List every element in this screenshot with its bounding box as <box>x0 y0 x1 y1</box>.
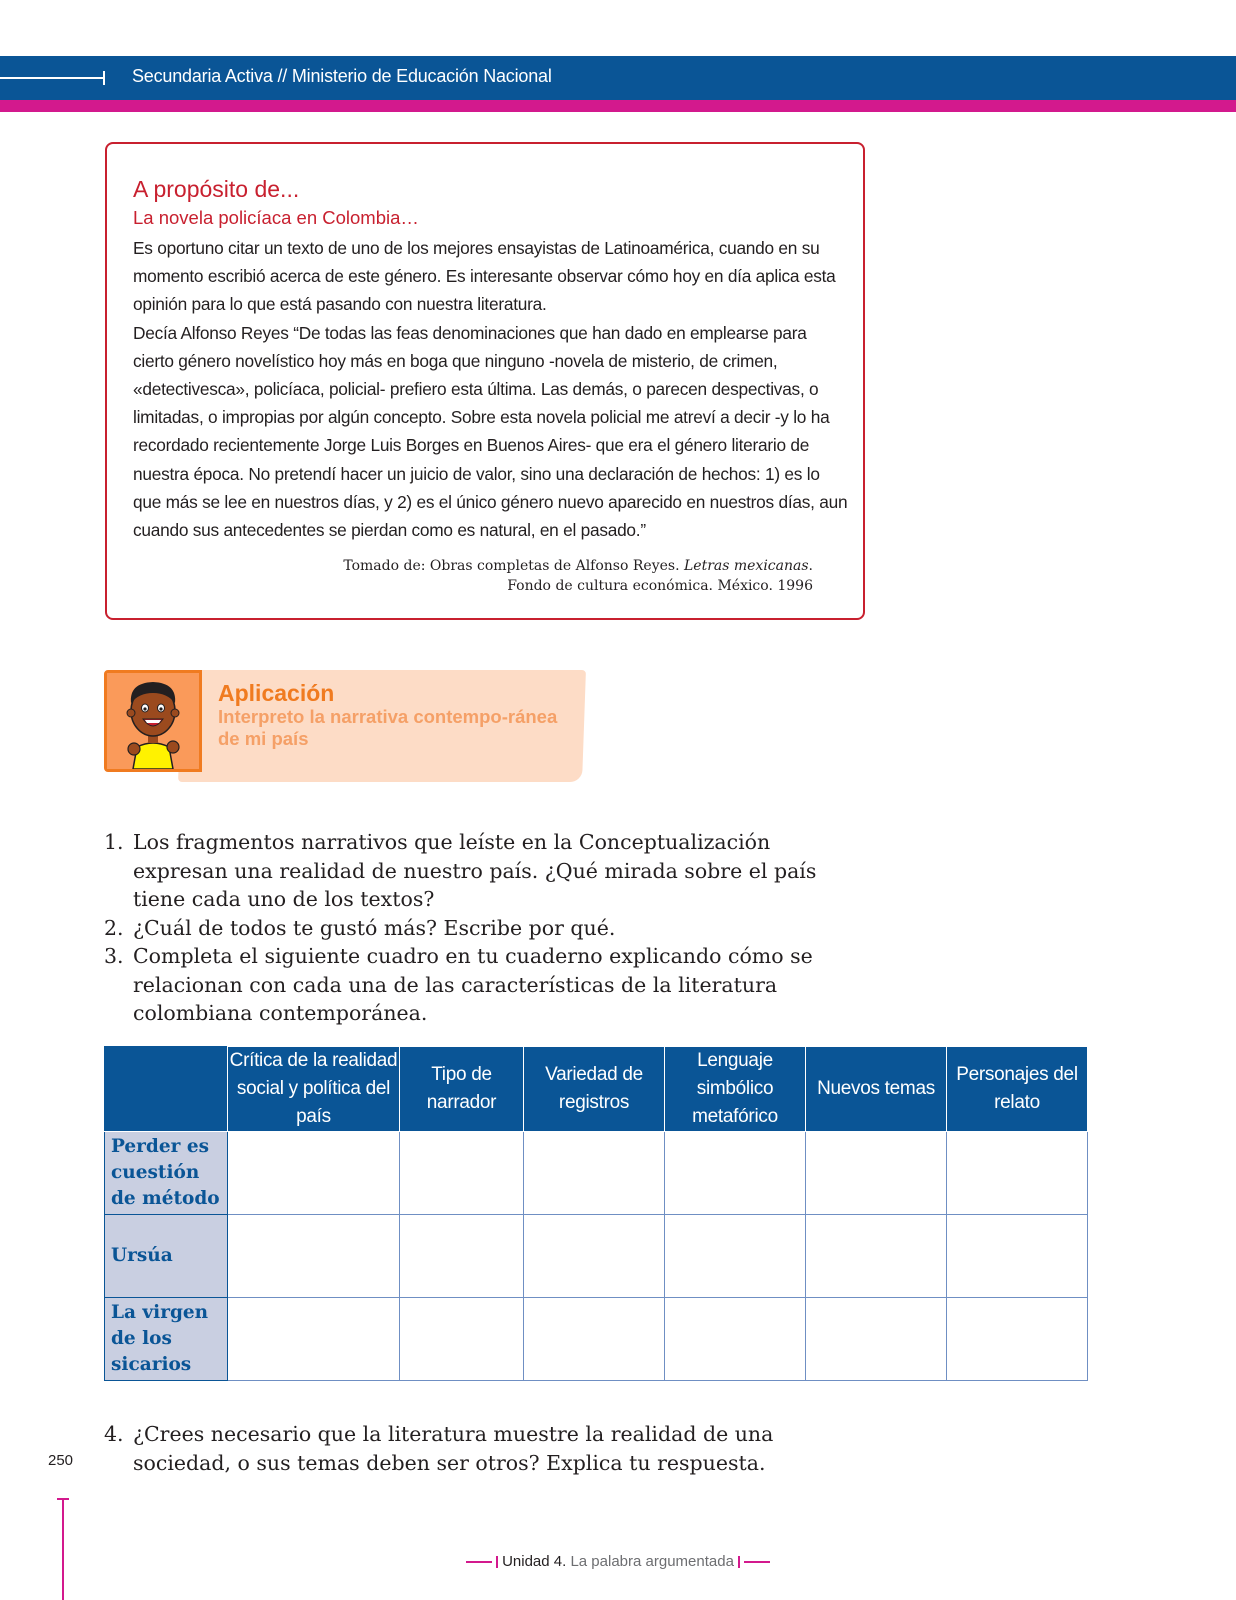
table-cell <box>806 1132 947 1215</box>
application-avatar-frame <box>104 670 202 772</box>
column-header: Variedad de registros <box>524 1047 665 1132</box>
question-item <box>104 942 864 1028</box>
question-number: 1. <box>104 830 124 854</box>
table-cell <box>665 1215 806 1298</box>
footer-tick-left <box>496 1556 498 1568</box>
header-rule-tick <box>103 71 105 85</box>
column-header: Nuevos temas <box>806 1047 947 1132</box>
question-number: 2. <box>104 915 124 940</box>
question-item <box>104 828 864 914</box>
question-4 <box>104 1420 864 1477</box>
purpose-source-line-2: Fondo de cultura económica. México. 1996 <box>507 578 813 594</box>
question-text: Completa el siguiente cuadro en tu cuaderno explicando cómo se relacionan con cada una de las características de la literatura colombiana contemporánea. <box>133 944 813 1025</box>
table-cell <box>228 1215 400 1298</box>
header-title: Secundaria Activa // Ministerio de Educación Nacional <box>132 66 552 86</box>
source-prefix: Tomado de: Obras completas de Alfonso Reyes. <box>343 558 680 574</box>
page-number: 250 <box>48 1452 74 1469</box>
table-cell <box>665 1298 806 1381</box>
purpose-body <box>133 234 848 544</box>
question-list <box>104 828 864 1028</box>
question-text: Los fragmentos narrativos que leíste en la Conceptualización expresan una realidad de nuestro país. ¿Qué mirada sobre el país tiene cada uno de los textos? <box>133 830 817 911</box>
purpose-title: A propósito de... <box>133 176 300 202</box>
table-cell <box>228 1132 400 1215</box>
row-header: La virgen de los sicarios <box>105 1298 228 1381</box>
purpose-source <box>343 556 813 596</box>
student-mascot-icon <box>107 673 199 769</box>
row-header: Perder es cuestión de método <box>105 1132 228 1215</box>
table-cell <box>400 1298 524 1381</box>
column-header: Crítica de la realidad social y política del país <box>228 1047 400 1132</box>
header-rule <box>0 77 104 79</box>
application-subtitle: Interpreto la narrativa contempo-ránea de mi país <box>218 706 558 749</box>
purpose-source-line-1 <box>343 556 813 576</box>
characteristics-table <box>104 1046 1088 1381</box>
table-row <box>105 1215 1088 1298</box>
table-cell <box>524 1298 665 1381</box>
question-number: 3. <box>104 944 124 968</box>
footer-tick-right <box>738 1556 740 1568</box>
table-header-row <box>105 1047 1088 1132</box>
footer-unit: Unidad 4. <box>502 1553 567 1570</box>
table-corner-cell <box>105 1047 228 1132</box>
column-header: Tipo de narrador <box>400 1047 524 1132</box>
table-cell <box>400 1215 524 1298</box>
footer-rule-left <box>466 1561 492 1563</box>
table-row <box>105 1132 1088 1215</box>
column-header: Lenguaje simbólico metafórico <box>665 1047 806 1132</box>
question-text: ¿Cuál de todos te gustó más? Escribe por qué. <box>133 915 616 940</box>
footer-unit-title: La palabra argumentada <box>570 1553 734 1570</box>
table-cell <box>806 1215 947 1298</box>
header-accent-stripe <box>0 100 1236 112</box>
table-cell <box>947 1132 1088 1215</box>
purpose-paragraph-1: Es oportuno citar un texto de uno de los mejores ensayistas de Latinoamérica, cuando en su momento escribió acerca de este género. Es interesante observar cómo hoy en día aplica esta opinión para lo que está pasando con nuestra literatura. <box>133 238 836 315</box>
table-cell <box>400 1132 524 1215</box>
side-rule <box>62 1498 64 1600</box>
row-header: Ursúa <box>105 1215 228 1298</box>
table-cell <box>228 1298 400 1381</box>
source-italic: Letras mexicanas <box>683 558 809 574</box>
source-suffix: . <box>808 558 813 574</box>
question-item <box>104 914 864 943</box>
footer <box>0 1553 1236 1570</box>
column-header: Personajes del relato <box>947 1047 1088 1132</box>
table-row <box>105 1298 1088 1381</box>
question-item <box>104 1420 864 1477</box>
footer-rule-right <box>744 1561 770 1563</box>
table-cell <box>947 1215 1088 1298</box>
table-cell <box>665 1132 806 1215</box>
application-title: Aplicación <box>218 680 335 706</box>
table-cell <box>806 1298 947 1381</box>
table-cell <box>524 1215 665 1298</box>
purpose-subtitle: La novela policíaca en Colombia… <box>133 207 419 228</box>
table-cell <box>947 1298 1088 1381</box>
question-text: ¿Crees necesario que la literatura muestre la realidad de una sociedad, o sus temas deben ser otros? Explica tu respuesta. <box>133 1422 774 1475</box>
table-cell <box>524 1132 665 1215</box>
question-number: 4. <box>104 1422 124 1446</box>
purpose-paragraph-2: Decía Alfonso Reyes “De todas las feas denominaciones que han dado en emplearse para cierto género novelístico hoy más en boga que ninguno -novela de misterio, de crimen, «detectivesca», policíaca, policial- prefiero esta última. Las demás, o parecen despectivas, o limitadas, o impropias por algún concepto. Sobre esta novela policial me atreví a decir -y lo ha recordado recientemente Jorge Luis Borges en Buenos Aires- que era el género literario de nuestra época. No pretendí hacer un juicio de valor, sino una declaración de hechos: 1) es lo que más se lee en nuestros días, y 2) es el único género nuevo aparecido en nuestros días, aun cuando sus antecedentes se pierdan como es natural, en el pasado.” <box>133 322 848 541</box>
